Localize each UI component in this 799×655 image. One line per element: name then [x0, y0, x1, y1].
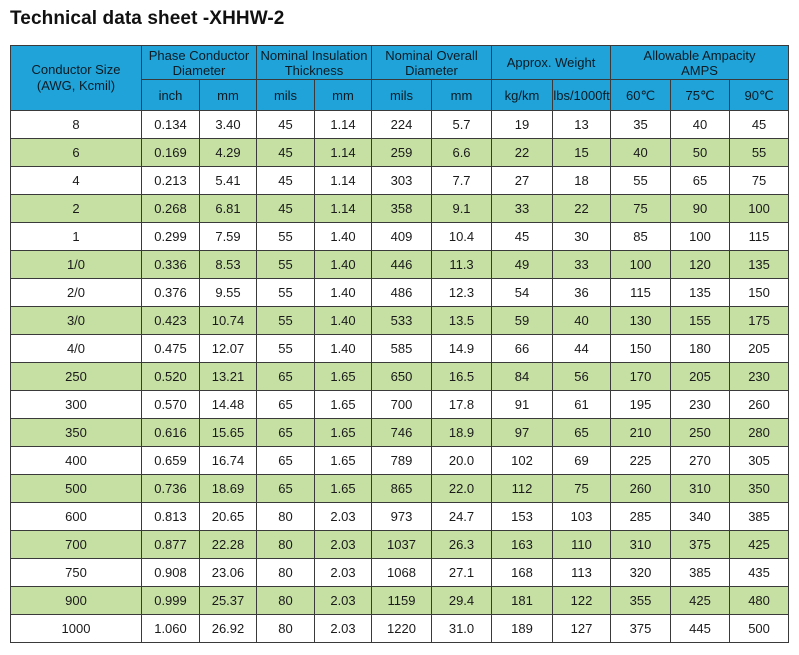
- cell-weight-lbs-1000ft: 15: [553, 139, 611, 167]
- cell-overall-dia-mm: 16.5: [432, 363, 492, 391]
- cell-phase-dia-mm: 22.28: [200, 531, 257, 559]
- cell-ampacity-60c: 55: [611, 167, 671, 195]
- cell-ampacity-90c: 55: [730, 139, 789, 167]
- cell-insulation-mm: 1.40: [315, 307, 372, 335]
- cell-overall-dia-mils: 224: [372, 111, 432, 139]
- cell-insulation-mils: 65: [257, 419, 315, 447]
- cell-phase-dia-mm: 25.37: [200, 587, 257, 615]
- cell-ampacity-60c: 375: [611, 615, 671, 643]
- cell-ampacity-75c: 135: [671, 279, 730, 307]
- cell-phase-dia-mm: 26.92: [200, 615, 257, 643]
- cell-ampacity-75c: 50: [671, 139, 730, 167]
- cell-weight-lbs-1000ft: 33: [553, 251, 611, 279]
- cell-insulation-mils: 80: [257, 503, 315, 531]
- cell-overall-dia-mm: 10.4: [432, 223, 492, 251]
- cell-phase-dia-mm: 23.06: [200, 559, 257, 587]
- cell-conductor-size: 1000: [11, 615, 142, 643]
- cell-insulation-mils: 45: [257, 139, 315, 167]
- subheader-75c: 75℃: [671, 80, 730, 111]
- subheader-mils: mils: [372, 80, 432, 111]
- cell-ampacity-60c: 75: [611, 195, 671, 223]
- cell-insulation-mils: 80: [257, 531, 315, 559]
- cell-insulation-mm: 2.03: [315, 615, 372, 643]
- table-row: [11, 223, 789, 251]
- cell-overall-dia-mils: 486: [372, 279, 432, 307]
- cell-conductor-size: 2/0: [11, 279, 142, 307]
- cell-weight-lbs-1000ft: 65: [553, 419, 611, 447]
- cell-insulation-mils: 65: [257, 447, 315, 475]
- cell-overall-dia-mm: 18.9: [432, 419, 492, 447]
- cell-ampacity-60c: 210: [611, 419, 671, 447]
- header-allowable-ampacity-line1: Allowable Ampacity: [643, 47, 756, 63]
- cell-overall-dia-mm: 22.0: [432, 475, 492, 503]
- cell-insulation-mm: 1.40: [315, 335, 372, 363]
- cell-conductor-size: 4: [11, 167, 142, 195]
- cell-phase-dia-mm: 12.07: [200, 335, 257, 363]
- cell-overall-dia-mils: 358: [372, 195, 432, 223]
- cell-conductor-size: 1/0: [11, 251, 142, 279]
- subheader-kg-per-km: kg/km: [492, 80, 553, 111]
- cell-ampacity-60c: 35: [611, 111, 671, 139]
- cell-ampacity-90c: 425: [730, 531, 789, 559]
- cell-weight-kg-km: 97: [492, 419, 553, 447]
- cell-overall-dia-mm: 7.7: [432, 167, 492, 195]
- table-row: [11, 279, 789, 307]
- cell-ampacity-60c: 150: [611, 335, 671, 363]
- cell-weight-kg-km: 91: [492, 391, 553, 419]
- cell-ampacity-90c: 280: [730, 419, 789, 447]
- header-allowable-ampacity-line2: AMPS: [681, 62, 718, 78]
- subheader-mm: mm: [432, 80, 492, 111]
- cell-overall-dia-mm: 6.6: [432, 139, 492, 167]
- cell-insulation-mm: 2.03: [315, 587, 372, 615]
- cell-weight-lbs-1000ft: 13: [553, 111, 611, 139]
- table-row: [11, 307, 789, 335]
- cell-ampacity-75c: 250: [671, 419, 730, 447]
- cell-weight-lbs-1000ft: 36: [553, 279, 611, 307]
- cell-conductor-size: 600: [11, 503, 142, 531]
- cell-weight-lbs-1000ft: 40: [553, 307, 611, 335]
- cell-phase-dia-inch: 0.877: [142, 531, 200, 559]
- table-row: [11, 447, 789, 475]
- cell-overall-dia-mils: 789: [372, 447, 432, 475]
- cell-overall-dia-mils: 1037: [372, 531, 432, 559]
- cell-ampacity-60c: 260: [611, 475, 671, 503]
- cell-weight-lbs-1000ft: 30: [553, 223, 611, 251]
- cell-overall-dia-mm: 5.7: [432, 111, 492, 139]
- cell-weight-kg-km: 45: [492, 223, 553, 251]
- cell-insulation-mm: 2.03: [315, 559, 372, 587]
- cell-weight-kg-km: 84: [492, 363, 553, 391]
- cell-weight-kg-km: 33: [492, 195, 553, 223]
- cell-weight-lbs-1000ft: 22: [553, 195, 611, 223]
- cell-phase-dia-inch: 0.475: [142, 335, 200, 363]
- cell-ampacity-90c: 260: [730, 391, 789, 419]
- cell-ampacity-90c: 175: [730, 307, 789, 335]
- cell-overall-dia-mils: 259: [372, 139, 432, 167]
- cell-overall-dia-mils: 650: [372, 363, 432, 391]
- cell-insulation-mils: 80: [257, 559, 315, 587]
- table-row: [11, 251, 789, 279]
- cell-overall-dia-mils: 533: [372, 307, 432, 335]
- cell-ampacity-60c: 170: [611, 363, 671, 391]
- cell-ampacity-75c: 100: [671, 223, 730, 251]
- cell-ampacity-90c: 480: [730, 587, 789, 615]
- cell-overall-dia-mils: 585: [372, 335, 432, 363]
- cell-phase-dia-mm: 15.65: [200, 419, 257, 447]
- cell-phase-dia-mm: 5.41: [200, 167, 257, 195]
- cell-conductor-size: 300: [11, 391, 142, 419]
- cell-overall-dia-mm: 27.1: [432, 559, 492, 587]
- cell-conductor-size: 1: [11, 223, 142, 251]
- cell-weight-kg-km: 168: [492, 559, 553, 587]
- cell-conductor-size: 250: [11, 363, 142, 391]
- cell-ampacity-90c: 500: [730, 615, 789, 643]
- cell-weight-lbs-1000ft: 18: [553, 167, 611, 195]
- subheader-lbs-per-1000ft: lbs/1000ft: [553, 80, 611, 111]
- cell-insulation-mm: 1.65: [315, 475, 372, 503]
- cell-ampacity-60c: 195: [611, 391, 671, 419]
- subheader-inch: inch: [142, 80, 200, 111]
- cell-conductor-size: 2: [11, 195, 142, 223]
- cell-phase-dia-inch: 0.736: [142, 475, 200, 503]
- cell-phase-dia-inch: 0.908: [142, 559, 200, 587]
- cell-insulation-mm: 1.14: [315, 111, 372, 139]
- cell-conductor-size: 3/0: [11, 307, 142, 335]
- cell-overall-dia-mm: 20.0: [432, 447, 492, 475]
- cell-phase-dia-mm: 18.69: [200, 475, 257, 503]
- cell-weight-lbs-1000ft: 103: [553, 503, 611, 531]
- cell-conductor-size: 8: [11, 111, 142, 139]
- cell-ampacity-90c: 135: [730, 251, 789, 279]
- cell-weight-kg-km: 59: [492, 307, 553, 335]
- cell-ampacity-75c: 310: [671, 475, 730, 503]
- cell-conductor-size: 350: [11, 419, 142, 447]
- cell-overall-dia-mm: 13.5: [432, 307, 492, 335]
- cell-ampacity-75c: 155: [671, 307, 730, 335]
- cell-ampacity-60c: 40: [611, 139, 671, 167]
- cell-ampacity-90c: 305: [730, 447, 789, 475]
- subheader-mm: mm: [315, 80, 372, 111]
- cell-overall-dia-mils: 303: [372, 167, 432, 195]
- cell-weight-kg-km: 153: [492, 503, 553, 531]
- table-row: [11, 195, 789, 223]
- cell-weight-kg-km: 102: [492, 447, 553, 475]
- cell-ampacity-90c: 75: [730, 167, 789, 195]
- page-title: Technical data sheet -XHHW-2: [10, 8, 285, 29]
- table-row: [11, 419, 789, 447]
- subheader-60c: 60℃: [611, 80, 671, 111]
- cell-insulation-mils: 55: [257, 307, 315, 335]
- table-row: [11, 111, 789, 139]
- cell-insulation-mm: 1.14: [315, 139, 372, 167]
- cell-phase-dia-inch: 1.060: [142, 615, 200, 643]
- cell-phase-dia-mm: 10.74: [200, 307, 257, 335]
- cell-conductor-size: 500: [11, 475, 142, 503]
- cell-insulation-mils: 65: [257, 363, 315, 391]
- cell-insulation-mm: 1.65: [315, 447, 372, 475]
- cell-phase-dia-mm: 3.40: [200, 111, 257, 139]
- cell-ampacity-75c: 270: [671, 447, 730, 475]
- cell-phase-dia-mm: 9.55: [200, 279, 257, 307]
- technical-data-table: [10, 45, 789, 643]
- header-nominal-insulation-thickness: Nominal Insulation Thickness: [257, 46, 372, 80]
- cell-overall-dia-mm: 17.8: [432, 391, 492, 419]
- cell-ampacity-60c: 310: [611, 531, 671, 559]
- header-phase-conductor-diameter: Phase Conductor Diameter: [142, 46, 257, 80]
- cell-phase-dia-inch: 0.268: [142, 195, 200, 223]
- cell-ampacity-75c: 445: [671, 615, 730, 643]
- cell-insulation-mils: 65: [257, 475, 315, 503]
- cell-insulation-mils: 45: [257, 195, 315, 223]
- cell-overall-dia-mm: 31.0: [432, 615, 492, 643]
- header-conductor-size-line1: Conductor Size: [31, 62, 121, 77]
- cell-ampacity-90c: 230: [730, 363, 789, 391]
- cell-weight-lbs-1000ft: 44: [553, 335, 611, 363]
- cell-ampacity-75c: 65: [671, 167, 730, 195]
- cell-phase-dia-mm: 8.53: [200, 251, 257, 279]
- cell-insulation-mm: 1.65: [315, 391, 372, 419]
- table-row: [11, 559, 789, 587]
- cell-insulation-mils: 55: [257, 335, 315, 363]
- cell-insulation-mm: 1.14: [315, 195, 372, 223]
- cell-weight-kg-km: 27: [492, 167, 553, 195]
- cell-conductor-size: 750: [11, 559, 142, 587]
- table-row: [11, 139, 789, 167]
- table-row: [11, 391, 789, 419]
- cell-phase-dia-inch: 0.999: [142, 587, 200, 615]
- cell-insulation-mils: 55: [257, 223, 315, 251]
- cell-weight-kg-km: 189: [492, 615, 553, 643]
- subheader-mm: mm: [200, 80, 257, 111]
- cell-phase-dia-inch: 0.570: [142, 391, 200, 419]
- cell-ampacity-75c: 40: [671, 111, 730, 139]
- table-row: [11, 615, 789, 643]
- cell-phase-dia-inch: 0.336: [142, 251, 200, 279]
- table-row: [11, 587, 789, 615]
- cell-overall-dia-mils: 1159: [372, 587, 432, 615]
- cell-weight-kg-km: 49: [492, 251, 553, 279]
- cell-overall-dia-mils: 700: [372, 391, 432, 419]
- cell-insulation-mils: 45: [257, 111, 315, 139]
- cell-conductor-size: 400: [11, 447, 142, 475]
- cell-ampacity-90c: 350: [730, 475, 789, 503]
- table-row: [11, 475, 789, 503]
- cell-ampacity-60c: 100: [611, 251, 671, 279]
- cell-conductor-size: 4/0: [11, 335, 142, 363]
- cell-weight-kg-km: 22: [492, 139, 553, 167]
- cell-weight-kg-km: 112: [492, 475, 553, 503]
- cell-insulation-mils: 80: [257, 587, 315, 615]
- table-header: [11, 46, 789, 111]
- cell-ampacity-90c: 45: [730, 111, 789, 139]
- cell-overall-dia-mm: 14.9: [432, 335, 492, 363]
- cell-conductor-size: 700: [11, 531, 142, 559]
- table-row: [11, 335, 789, 363]
- cell-phase-dia-inch: 0.423: [142, 307, 200, 335]
- cell-insulation-mm: 1.40: [315, 279, 372, 307]
- cell-ampacity-60c: 320: [611, 559, 671, 587]
- header-nominal-overall-diameter: Nominal Overall Diameter: [372, 46, 492, 80]
- cell-insulation-mm: 1.14: [315, 167, 372, 195]
- cell-weight-kg-km: 66: [492, 335, 553, 363]
- subheader-90c: 90℃: [730, 80, 789, 111]
- cell-ampacity-75c: 90: [671, 195, 730, 223]
- cell-weight-kg-km: 54: [492, 279, 553, 307]
- cell-insulation-mils: 55: [257, 279, 315, 307]
- cell-ampacity-60c: 115: [611, 279, 671, 307]
- cell-ampacity-75c: 230: [671, 391, 730, 419]
- cell-overall-dia-mm: 9.1: [432, 195, 492, 223]
- cell-phase-dia-inch: 0.299: [142, 223, 200, 251]
- cell-ampacity-90c: 385: [730, 503, 789, 531]
- cell-ampacity-90c: 100: [730, 195, 789, 223]
- cell-ampacity-60c: 85: [611, 223, 671, 251]
- cell-ampacity-75c: 425: [671, 587, 730, 615]
- cell-phase-dia-inch: 0.169: [142, 139, 200, 167]
- cell-ampacity-75c: 180: [671, 335, 730, 363]
- cell-weight-lbs-1000ft: 69: [553, 447, 611, 475]
- cell-ampacity-90c: 150: [730, 279, 789, 307]
- cell-insulation-mm: 2.03: [315, 531, 372, 559]
- table-row: [11, 531, 789, 559]
- cell-weight-lbs-1000ft: 127: [553, 615, 611, 643]
- cell-insulation-mm: 1.65: [315, 363, 372, 391]
- cell-ampacity-90c: 115: [730, 223, 789, 251]
- cell-phase-dia-mm: 6.81: [200, 195, 257, 223]
- cell-ampacity-75c: 205: [671, 363, 730, 391]
- cell-phase-dia-inch: 0.813: [142, 503, 200, 531]
- header-allowable-ampacity: [611, 46, 789, 80]
- cell-weight-lbs-1000ft: 113: [553, 559, 611, 587]
- cell-ampacity-60c: 285: [611, 503, 671, 531]
- table-body: [11, 111, 789, 643]
- cell-ampacity-90c: 435: [730, 559, 789, 587]
- header-conductor-size-line2: (AWG, Kcmil): [36, 78, 116, 93]
- cell-weight-kg-km: 19: [492, 111, 553, 139]
- cell-overall-dia-mils: 746: [372, 419, 432, 447]
- cell-ampacity-75c: 385: [671, 559, 730, 587]
- cell-insulation-mils: 45: [257, 167, 315, 195]
- cell-overall-dia-mm: 26.3: [432, 531, 492, 559]
- table-row: [11, 167, 789, 195]
- cell-phase-dia-inch: 0.520: [142, 363, 200, 391]
- cell-ampacity-60c: 355: [611, 587, 671, 615]
- cell-conductor-size: 6: [11, 139, 142, 167]
- cell-insulation-mils: 65: [257, 391, 315, 419]
- cell-insulation-mm: 2.03: [315, 503, 372, 531]
- cell-insulation-mm: 1.65: [315, 419, 372, 447]
- cell-ampacity-75c: 340: [671, 503, 730, 531]
- cell-weight-lbs-1000ft: 122: [553, 587, 611, 615]
- cell-weight-lbs-1000ft: 61: [553, 391, 611, 419]
- cell-ampacity-75c: 375: [671, 531, 730, 559]
- cell-phase-dia-mm: 16.74: [200, 447, 257, 475]
- cell-phase-dia-inch: 0.616: [142, 419, 200, 447]
- cell-phase-dia-mm: 14.48: [200, 391, 257, 419]
- header-conductor-size: [11, 46, 142, 111]
- cell-phase-dia-inch: 0.376: [142, 279, 200, 307]
- cell-conductor-size: 900: [11, 587, 142, 615]
- cell-insulation-mils: 80: [257, 615, 315, 643]
- header-approx-weight: Approx. Weight: [492, 46, 611, 80]
- cell-weight-lbs-1000ft: 110: [553, 531, 611, 559]
- cell-ampacity-90c: 205: [730, 335, 789, 363]
- cell-overall-dia-mils: 865: [372, 475, 432, 503]
- cell-ampacity-60c: 130: [611, 307, 671, 335]
- cell-insulation-mils: 55: [257, 251, 315, 279]
- cell-phase-dia-mm: 13.21: [200, 363, 257, 391]
- cell-phase-dia-mm: 20.65: [200, 503, 257, 531]
- cell-overall-dia-mils: 409: [372, 223, 432, 251]
- cell-overall-dia-mils: 1220: [372, 615, 432, 643]
- table-row: [11, 363, 789, 391]
- cell-overall-dia-mils: 973: [372, 503, 432, 531]
- cell-ampacity-60c: 225: [611, 447, 671, 475]
- cell-phase-dia-inch: 0.134: [142, 111, 200, 139]
- cell-overall-dia-mm: 12.3: [432, 279, 492, 307]
- subheader-mils: mils: [257, 80, 315, 111]
- cell-overall-dia-mils: 1068: [372, 559, 432, 587]
- cell-insulation-mm: 1.40: [315, 251, 372, 279]
- cell-weight-kg-km: 163: [492, 531, 553, 559]
- cell-overall-dia-mils: 446: [372, 251, 432, 279]
- cell-phase-dia-mm: 7.59: [200, 223, 257, 251]
- cell-phase-dia-inch: 0.659: [142, 447, 200, 475]
- cell-insulation-mm: 1.40: [315, 223, 372, 251]
- cell-phase-dia-mm: 4.29: [200, 139, 257, 167]
- cell-overall-dia-mm: 11.3: [432, 251, 492, 279]
- cell-overall-dia-mm: 29.4: [432, 587, 492, 615]
- cell-overall-dia-mm: 24.7: [432, 503, 492, 531]
- cell-weight-kg-km: 181: [492, 587, 553, 615]
- cell-weight-lbs-1000ft: 56: [553, 363, 611, 391]
- cell-phase-dia-inch: 0.213: [142, 167, 200, 195]
- cell-weight-lbs-1000ft: 75: [553, 475, 611, 503]
- cell-ampacity-75c: 120: [671, 251, 730, 279]
- table-row: [11, 503, 789, 531]
